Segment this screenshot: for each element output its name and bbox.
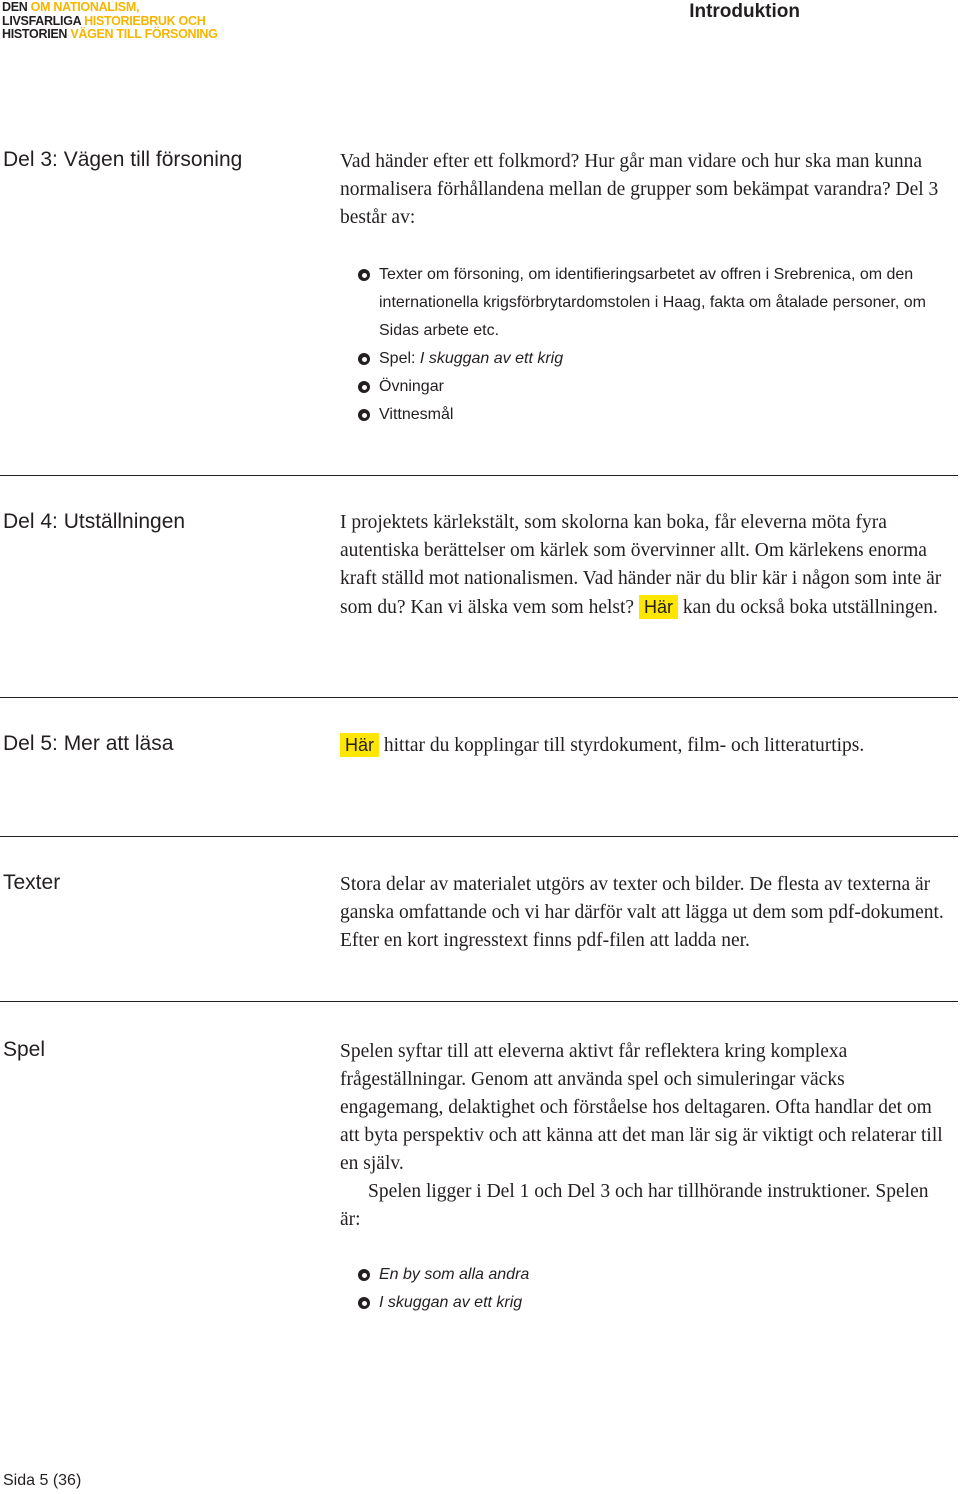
list-item: Texter om försoning, om identifieringsarbetet av offren i Srebrenica, om den internationella krigsförbrytardomstolen i Haag, fakta om åtalade personer, om Sidas arbete etc. [358, 261, 948, 345]
spel-text: Spelen syftar till att eleverna aktivt får reflektera kring komplexa frågeställningar. Genom att använda spel och simuleringar väcks engagemang, delaktighet och förståelse hos deltagaren. Ofta handlar det om att byta perspektiv och att känna att det man lär sig är viktigt och relaterar till en själv. Spelen ligger i Del 1 och Del 3 och har tillhörande instruktioner. Spelen är: [340, 1041, 943, 1230]
del3-heading: Del 3: Vägen till försoning [3, 148, 243, 171]
section-divider [0, 697, 958, 698]
section-divider [0, 836, 958, 837]
further-reading-link[interactable]: Här [340, 733, 379, 757]
bullet-icon [358, 1297, 370, 1309]
del4-heading: Del 4: Utställningen [3, 510, 186, 533]
del4-text: I projektets kärlekstält, som skolorna kan boka, får eleverna möta fyra autentiska berättelser om kärlek som övervinner allt. Om kärlekens enorma kraft ställd mot nationalismen. Vad händer när du blir kär i någon som inte är som du? Kan vi älska vem som helst? Här kan du också boka utställningen. [340, 512, 942, 618]
texter-heading: Texter [3, 871, 61, 894]
texter-text: Stora delar av materialet utgörs av texter och bilder. De flesta av texterna är ganska omfattande och vi har därför valt att lägga ut dem som pdf-dokument. Efter en kort ingresstext finns pdf-filen att ladda ner. [340, 874, 944, 951]
bullet-icon [358, 409, 370, 421]
list-item[interactable]: Vittnesmål [358, 401, 948, 429]
section-divider [0, 1001, 958, 1002]
spel-heading: Spel [3, 1038, 46, 1061]
bullet-icon [358, 269, 370, 281]
logo-line-1: DEN OM NATIONALISM, [2, 0, 140, 14]
page-section-title: Introduktion [689, 1, 800, 22]
del3-intro: Vad händer efter ett folkmord? Hur går man vidare och hur ska man kunna normalisera förhållandena mellan de grupper som bekämpat varandra? Del 3 består av: [340, 151, 939, 228]
page-number: Sida 5 (36) [3, 1472, 82, 1489]
list-item[interactable]: En by som alla andra [358, 1261, 948, 1289]
games-list [358, 1261, 948, 1317]
bullet-icon [358, 381, 370, 393]
section-divider [0, 475, 958, 476]
site-logo[interactable] [2, 1, 218, 42]
del3-list [358, 261, 948, 429]
del5-text: Här hittar du kopplingar till styrdokument, film- och litteraturtips. [340, 731, 948, 760]
logo-line-2: LIVSFARLIGA HISTORIEBRUK OCH [2, 13, 206, 28]
bullet-icon [358, 353, 370, 365]
logo-line-3: HISTORIEN VÄGEN TILL FÖRSONING [2, 27, 218, 41]
bullet-icon [358, 1269, 370, 1281]
list-item[interactable]: Spel: I skuggan av ett krig [358, 345, 948, 373]
list-item[interactable]: I skuggan av ett krig [358, 1289, 948, 1317]
list-item[interactable]: Övningar [358, 373, 948, 401]
del5-heading: Del 5: Mer att läsa [3, 732, 174, 755]
book-exhibition-link[interactable]: Här [639, 595, 678, 619]
